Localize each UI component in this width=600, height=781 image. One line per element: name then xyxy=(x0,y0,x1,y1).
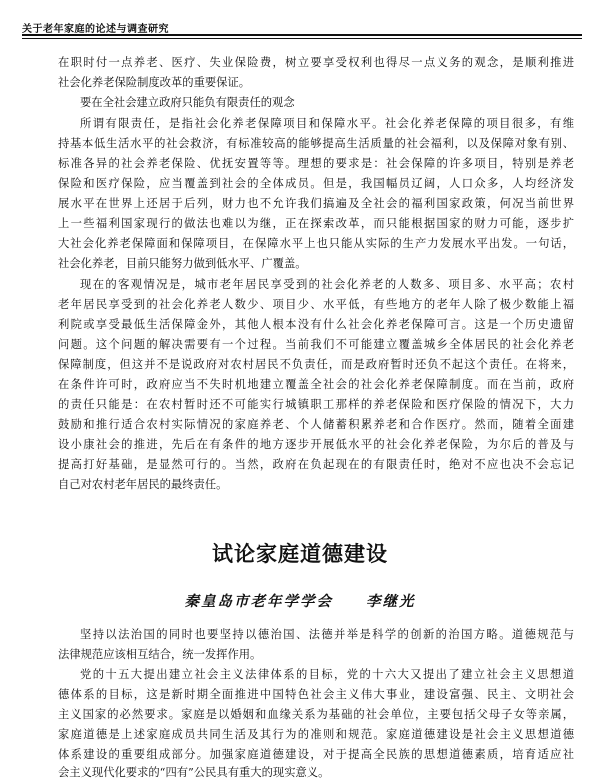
body-line: 展水平在世界上还居于后列，财力也不允许我们搞遍及全社会的福利国家政策，何况当前世界 xyxy=(58,197,574,210)
body-line: 主义国家的必然要求。家庭是以婚姻和血缘关系为基础的社会单位，主要包括父母子女等亲属， xyxy=(58,708,574,721)
body-line: 体系建设的重要组成部分。加强家庭道德建设，对于提高全民族的思想道德素质，培育适应社 xyxy=(58,748,574,761)
body-line: 在职时付一点养老、医疗、失业保险费，树立要享受权利也得尽一点义务的观念，是顺利推进 xyxy=(58,56,574,69)
body-line: 现在的客观情况是，城市老年居民享受到的社会化养老的人数多、项目多、水平高；农村 xyxy=(80,278,574,291)
body-line: 坚持以法治国的同时也要坚持以德治国、法德并举是科学的创新的治国方略。道德规范与 xyxy=(80,628,574,641)
body-line: 持基本低生活水平的社会救济，有标准较高的能够提高生活质量的社会福利，以及保障对象有别、 xyxy=(58,137,574,150)
body-line: 问题。这个问题的解决需要有一个过程。当前我们不可能建立覆盖城乡全体居民的社会化养老 xyxy=(58,338,574,351)
body-line: 在条件许可时，政府应当不失时机地建立覆盖全社会的社会化养老保障制度。而在当前，政府 xyxy=(58,378,574,391)
body-line: 党的十五大提出建立社会主义法律体系的目标，党的十六大又提出了建立社会主义思想道 xyxy=(80,668,574,681)
body-line: 老年居民享受到的社会化养老人数少、项目少、水平低，有些地方的老年人除了极少数能上福 xyxy=(58,298,574,311)
body-line: 大社会化养老保障面和保障项目，在保障水平上也只能从实际的生产力发展水平出发。一句话， xyxy=(58,237,574,250)
body-line: 上一些福利国家现行的做法也难以为继，正在探索改革，而只能根据国家的财力可能，逐步扩 xyxy=(58,217,574,230)
body-line: 保险和医疗保险，应当覆盖到社会的全体成员。但是，我国幅员辽阔，人口众多，人均经济发 xyxy=(58,177,574,190)
body-line: 设小康社会的推进，先后在有条件的地方逐步开展低水平的社会化养老保险，为尔后的普及与 xyxy=(58,438,574,451)
body-line: 社会化养老，目前只能努力做到低水平、广覆盖。 xyxy=(58,257,307,270)
article-author: 秦皇岛市老年学学会 李继光 xyxy=(184,593,416,610)
body-line: 鼓励和推行适合农村实际情况的家庭养老、个人储蓄积累养老和合作医疗。然而，随着全面建 xyxy=(58,418,574,431)
body-line: 利院或享受最低生活保障金外，其他人根本没有什么社会化养老保障可言。这是一个历史遗留 xyxy=(58,318,574,331)
body-line: 保障制度，但这并不是说政府对农村居民不负责任，而是政府暂时还负不起这个责任。在将来， xyxy=(58,358,574,371)
subheading: 要在全社会建立政府只能负有限责任的观念 xyxy=(80,96,295,109)
header-rule-thick xyxy=(22,34,582,36)
article-title: 试论家庭道德建设 xyxy=(212,542,388,566)
body-line: 社会化养老保险制度改革的重要保证。 xyxy=(58,76,251,89)
running-header: 关于老年家庭的论述与调查研究 xyxy=(22,24,169,35)
body-line: 法律规范应该相互结合，统一发挥作用。 xyxy=(58,648,262,661)
body-line: 所谓有限责任，是指社会化养老保障项目和保障水平。社会化养老保障的项目很多，有维 xyxy=(80,117,574,130)
body-line: 提高打好基础，是显然可行的。当然，政府在负起现在的有限责任时，绝对不应也决不会忘记 xyxy=(58,458,574,471)
body-line: 自己对农村老年居民的最终责任。 xyxy=(58,478,228,491)
body-line: 德体系的目标，这是新时期全面推进中国特色社会主义伟大事业，建设富强、民主、文明社会 xyxy=(58,688,574,701)
body-line: 的责任只能是：在农村暂时还不可能实行城镇职工那样的养老保险和医疗保险的情况下，大力 xyxy=(58,398,574,411)
body-line: 标准各异的社会养老保险、优抚安置等等。理想的要求是：社会保障的许多项目，特别是养老 xyxy=(58,157,574,170)
body-line: 家庭道德是上述家庭成员共同生活及其行为的准则和规范。家庭道德建设是社会主义思想道德 xyxy=(58,728,574,741)
body-line: 会主义现代化要求的“四有”公民具有重大的现实意义。 xyxy=(58,766,330,779)
header-rule-thin xyxy=(22,38,582,39)
